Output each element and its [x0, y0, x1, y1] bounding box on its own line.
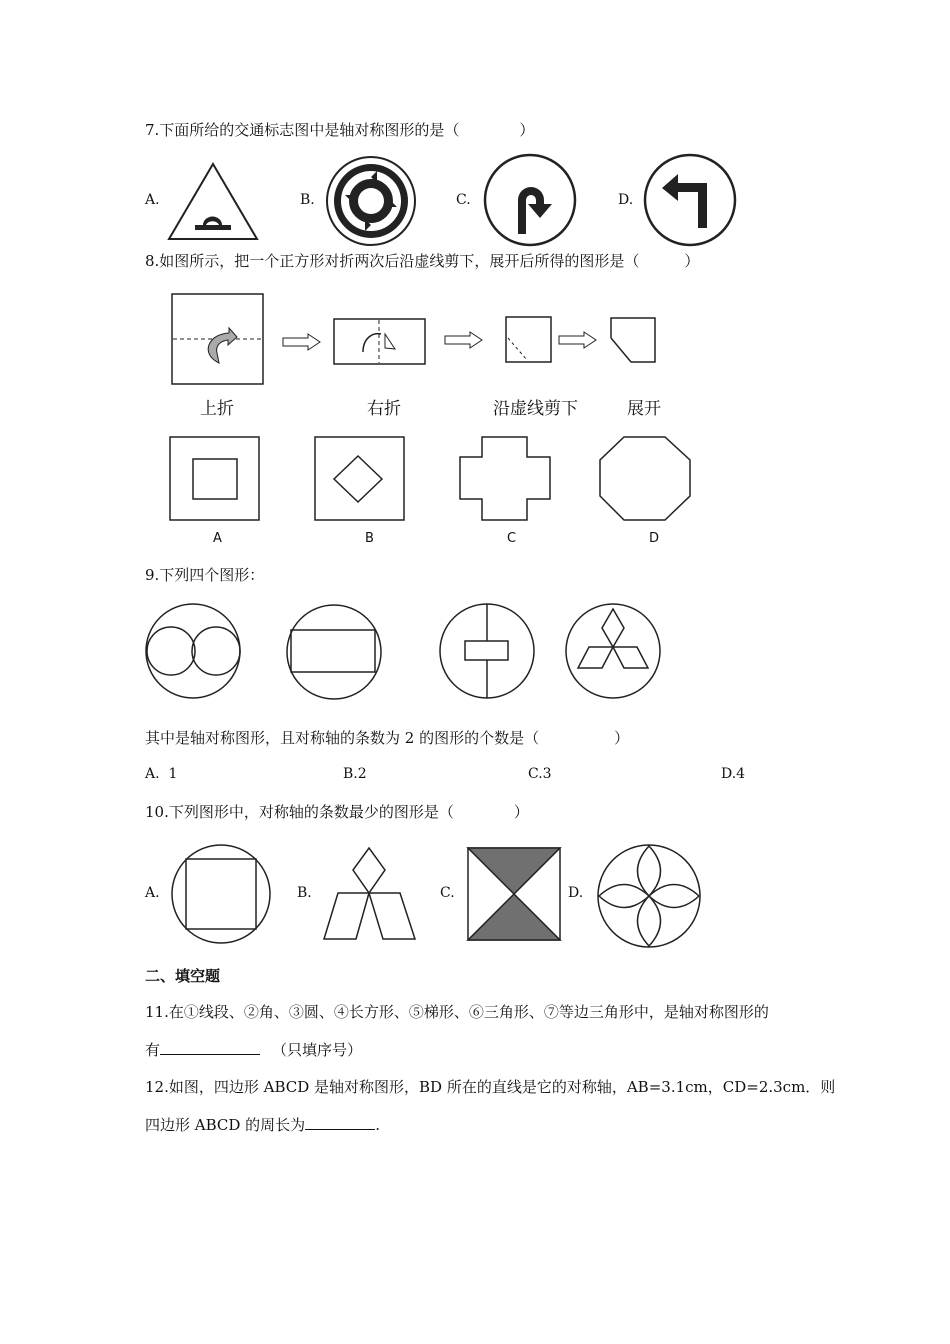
q9-option-b[interactable]: B.2 [343, 766, 367, 782]
q11-suffix: （只填序号） [272, 1041, 363, 1059]
q8-figure-b[interactable] [314, 436, 406, 522]
q12-suffix: . [375, 1116, 380, 1134]
circle-three-diamonds-figure [564, 602, 662, 700]
q7-stem: 7.下面所给的交通标志图中是轴对称图形的是（ ） [145, 121, 535, 139]
unfold-diagram [609, 316, 657, 364]
q11-line2 [145, 1040, 362, 1059]
circle-two-circles-figure [144, 602, 242, 700]
q12-prefix: 四边形 ABCD 的周长为 [145, 1116, 306, 1134]
q8-figure-a[interactable] [169, 436, 261, 522]
step-label-unfold: 展开 [627, 399, 661, 419]
q8-option-c[interactable]: C [507, 531, 517, 546]
step-label-cut: 沿虚线剪下 [493, 399, 578, 419]
circle-line-rectangle-figure [438, 602, 536, 700]
square-hourglass-figure [467, 847, 561, 941]
fold-right-diagram [333, 318, 427, 366]
q8-stem: 8.如图所示，把一个正方形对折两次后沿虚线剪下，展开后所得的图形是（ ） [145, 252, 700, 270]
q10-option-d[interactable]: D. [568, 885, 584, 901]
q8-figure-d[interactable] [599, 436, 691, 522]
q11-answer-blank[interactable] [160, 1040, 260, 1055]
q12-line2 [145, 1115, 380, 1134]
section-title-fill-in: 二、填空题 [145, 967, 221, 985]
q9-option-d[interactable]: D.4 [721, 766, 746, 782]
fold-up-diagram [171, 293, 265, 385]
q9-stem: 9.下列四个图形： [145, 566, 265, 584]
arrow-right-icon [558, 332, 598, 348]
arrow-right-icon [444, 332, 484, 348]
q12-answer-blank[interactable] [305, 1115, 375, 1130]
yield-hump-sign-icon [168, 160, 268, 250]
q9-question: 其中是轴对称图形，且对称轴的条数为 2 的图形的个数是（ ） [145, 729, 630, 747]
u-turn-sign-icon [484, 154, 578, 248]
cut-dashed-diagram [505, 316, 553, 364]
step-label-fold-right: 右折 [367, 399, 401, 419]
q10-option-a[interactable]: A. [145, 885, 160, 901]
left-turn-sign-icon [644, 154, 738, 248]
q8-option-b[interactable]: B [365, 531, 374, 546]
q9-option-a[interactable]: A. 1 [145, 766, 178, 782]
q11-prefix: 有 [145, 1041, 161, 1059]
circle-four-petals-figure [596, 843, 702, 949]
q10-option-b[interactable]: B. [297, 885, 312, 901]
q7-option-a[interactable]: A. [145, 192, 160, 208]
q7-option-c[interactable]: C. [456, 192, 471, 208]
step-label-fold-up: 上折 [200, 399, 234, 419]
q7-option-b[interactable]: B. [300, 192, 315, 208]
q11-line1: 11.在①线段、②角、③圆、④长方形、⑤梯形、⑥三角形、⑦等边三角形中，是轴对称图形的 [145, 1003, 769, 1021]
arrow-right-icon [282, 334, 322, 350]
circle-rectangle-figure [285, 603, 383, 701]
q12-line1: 12.如图，四边形 ABCD 是轴对称图形，BD 所在的直线是它的对称轴，AB=3.1cm，CD=2.3cm．则 [145, 1078, 836, 1096]
circle-square-figure [170, 844, 272, 944]
q8-option-a[interactable]: A [213, 531, 222, 546]
roundabout-sign-icon [325, 155, 417, 247]
q10-stem: 10.下列图形中，对称轴的条数最少的图形是（ ） [145, 803, 529, 821]
q9-option-c[interactable]: C.3 [528, 766, 552, 782]
q7-option-d[interactable]: D. [618, 192, 634, 208]
q8-option-d[interactable]: D [649, 531, 660, 546]
three-diamonds-figure [322, 846, 418, 942]
q8-figure-c[interactable] [459, 436, 551, 522]
q10-option-c[interactable]: C. [440, 885, 455, 901]
